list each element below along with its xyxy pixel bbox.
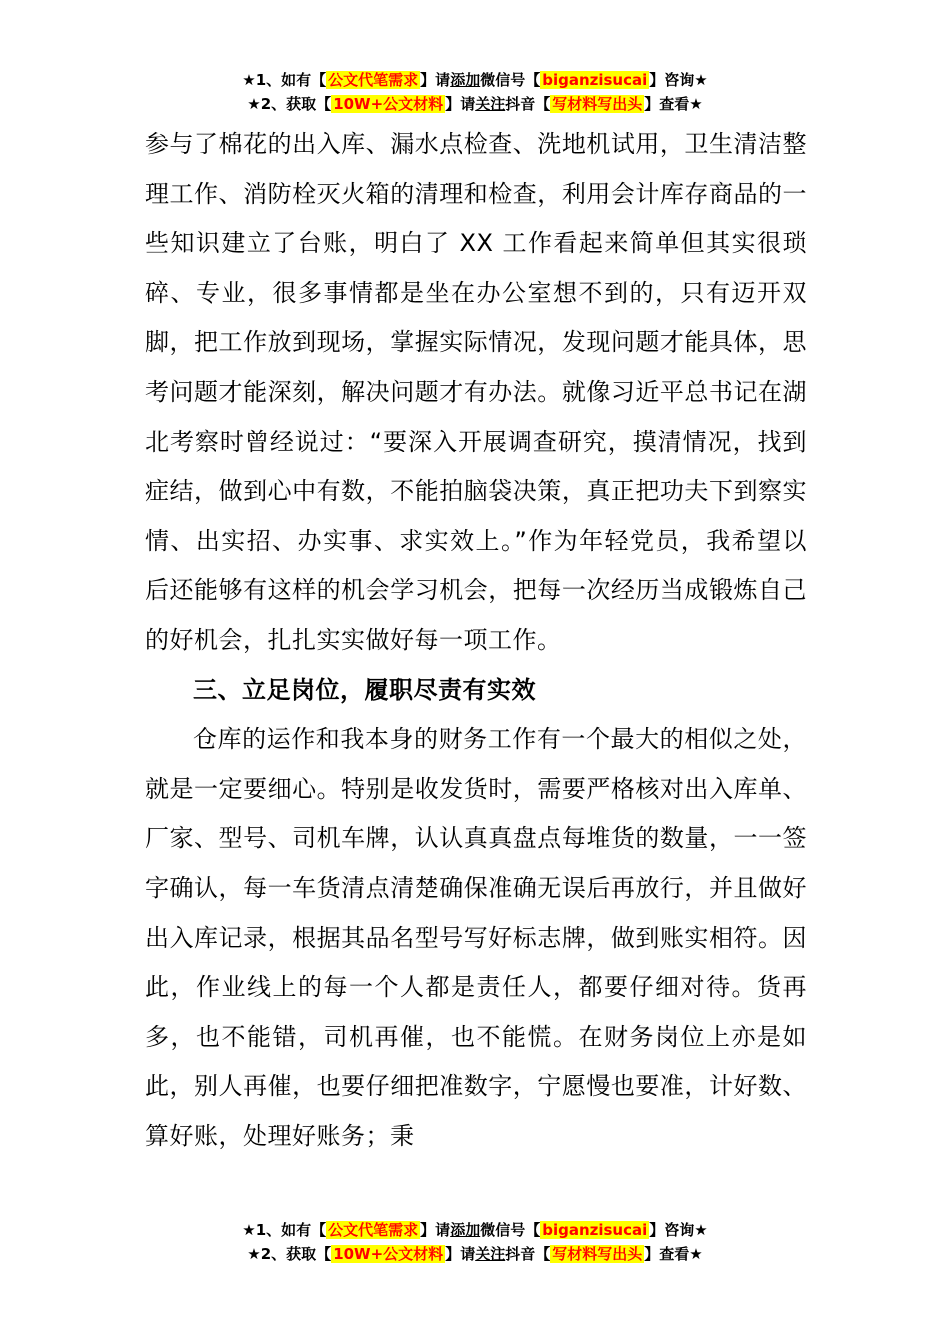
promo-text: 】请 [445, 95, 476, 113]
promo-text: 】咨询★ [649, 71, 708, 89]
promo-text: 】请 [445, 1245, 476, 1263]
promo-text: 微信号【 [480, 71, 541, 89]
document-body [145, 120, 807, 1161]
promo-text: 】请 [420, 1221, 451, 1239]
body-paragraph-2: 仓库的运作和我本身的财务工作有一个最大的相似之处，就是一定要细心。特别是收发货时，需要严格核对出入库单、厂家、型号、司机车牌，认认真真盘点每堆货的数量，一一签字确认，每一车货清点清楚确保准确无误后再放行，并且做好出入库记录，根据其品名型号写好标志牌，做到账实相符。因此，作业线上的每一个人都是责任人，都要仔细对待。货再多，也不能错，司机再催，也不能慌。在财务岗位上亦是如此，别人再催，也要仔细把准数字，宁愿慢也要准，计好数、算好账，处理好账务；秉 [145, 725, 807, 1150]
promo-text: ★1、如有【 [242, 71, 327, 89]
promo-highlight: 10W+公文材料 [333, 95, 444, 113]
promo-text: 】咨询★ [649, 1221, 708, 1239]
body-paragraph-1: 参与了棉花的出入库、漏水点检查、洗地机试用，卫生清洁整理工作、消防栓灭火箱的清理和检查，利用会计库存商品的一些知识建立了台账，明白了 XX 工作看起来简单但其实很琐碎、专业，很多事情都是坐在办公室想不到的，只有迈开双脚，把工作放到现场，掌握实际情况，发现问题才能具体，思考问题才能深刻，解决问题才有办法。就像习近平总书记在湖北考察时曾经说过：“要深入开展调查研究，摸清情况，找到症结，做到心中有数，不能拍脑袋决策，真正把功夫下到察实情、出实招、办实事、求实效上。”作为年轻党员，我希望以后还能够有这样的机会学习机会，把每一次经历当成锻炼自己的好机会，扎扎实实做好每一项工作。 [145, 130, 807, 654]
promo-highlight: 写材料写出头 [552, 95, 643, 113]
promo-line-1 [0, 1218, 950, 1242]
promo-highlight: 写材料写出头 [552, 1245, 643, 1263]
promo-highlight: 10W+公文材料 [333, 1245, 444, 1263]
promo-emphasis: 关注 [475, 1245, 506, 1263]
promo-emphasis: 添加 [450, 1221, 481, 1239]
promo-text: 抖音【 [505, 95, 551, 113]
promo-text: 】查看★ [644, 95, 703, 113]
promo-text: 】查看★ [644, 1245, 703, 1263]
promo-highlight: biganzisucai [542, 71, 648, 89]
promo-line-2 [0, 92, 950, 116]
promo-text: ★2、获取【 [247, 1245, 332, 1263]
promo-highlight: biganzisucai [542, 1221, 648, 1239]
promo-text: 微信号【 [480, 1221, 541, 1239]
promo-text: 】请 [420, 71, 451, 89]
promo-line-1 [0, 68, 950, 92]
promo-highlight: 公文代笔需求 [328, 71, 419, 89]
promo-line-2 [0, 1242, 950, 1266]
promo-text: ★2、获取【 [247, 95, 332, 113]
promo-emphasis: 关注 [475, 95, 506, 113]
header-promo-banner [0, 68, 950, 116]
promo-highlight: 公文代笔需求 [328, 1221, 419, 1239]
promo-text: ★1、如有【 [242, 1221, 327, 1239]
promo-text: 抖音【 [505, 1245, 551, 1263]
promo-emphasis: 添加 [450, 71, 481, 89]
section-heading-3: 三、立足岗位，履职尽责有实效 [193, 675, 536, 704]
footer-promo-banner [0, 1218, 950, 1266]
